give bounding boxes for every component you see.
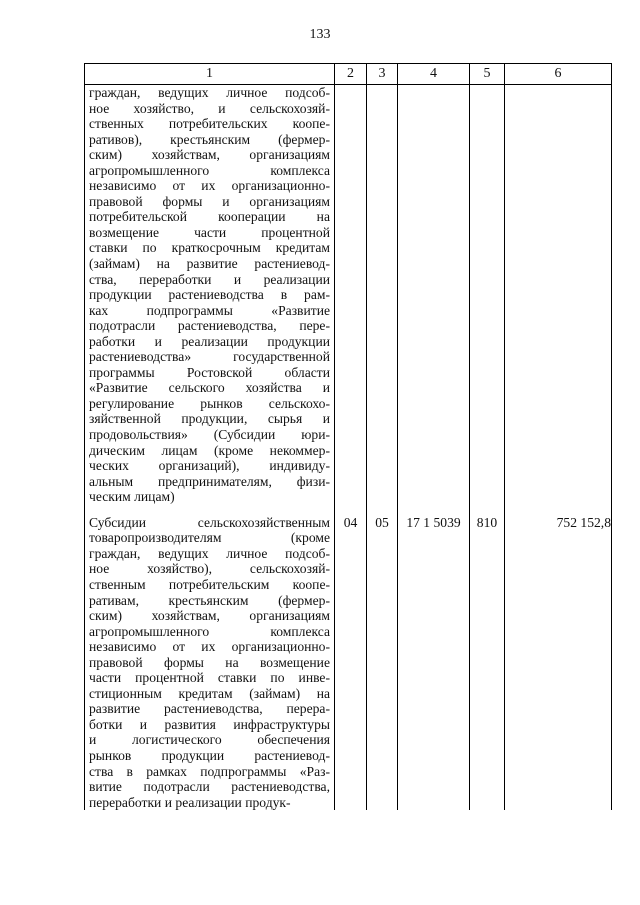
description-line: ческих организаций), индивиду- bbox=[89, 458, 330, 474]
column-header-1: 1 bbox=[85, 64, 335, 85]
description-line: развитие растениеводства, перера- bbox=[89, 701, 330, 717]
description-line: граждан, ведущих личное подсоб- bbox=[89, 545, 330, 561]
description-line: ное хозяйство), сельскохозяй- bbox=[89, 561, 330, 577]
column-header-3: 3 bbox=[367, 64, 398, 85]
code-cell: 810 bbox=[470, 515, 505, 810]
description-text bbox=[85, 515, 334, 810]
description-cell bbox=[85, 515, 335, 810]
code-cell: 05 bbox=[367, 515, 398, 810]
amount-cell bbox=[505, 85, 612, 515]
description-line: продовольствия» (Субсидии юри- bbox=[89, 427, 330, 443]
description-line: граждан, ведущих личное подсоб- bbox=[89, 85, 330, 100]
description-line: ботки и развития инфраструктуры bbox=[89, 716, 330, 732]
description-line: агропромышленного комплекса bbox=[89, 623, 330, 639]
description-line: независимо от их организационно- bbox=[89, 639, 330, 655]
description-line: рынков продукции растениевод- bbox=[89, 747, 330, 763]
budget-table bbox=[84, 63, 612, 810]
description-line: ное хозяйство, и сельскохозяй- bbox=[89, 100, 330, 116]
description-line: ративам, крестьянским (фермер- bbox=[89, 592, 330, 608]
description-line: ским) хозяйствам, организациям bbox=[89, 147, 330, 163]
description-line: витие подотрасли растениеводства, bbox=[89, 779, 330, 795]
description-line: растениеводства» государственной bbox=[89, 349, 330, 365]
description-line: правовой формы на возмещение bbox=[89, 654, 330, 670]
description-line: возмещение части процентной bbox=[89, 224, 330, 240]
description-line: Субсидии сельскохозяйственным bbox=[89, 514, 330, 530]
description-line: ставки по краткосрочным кредитам bbox=[89, 240, 330, 256]
description-line: ским) хозяйствам, организациям bbox=[89, 608, 330, 624]
description-line: подотрасли растениеводства, пере- bbox=[89, 318, 330, 334]
code-cell bbox=[335, 85, 367, 515]
description-line: агропромышленного комплекса bbox=[89, 162, 330, 178]
description-line: ческим лицам) bbox=[89, 489, 175, 505]
description-cell bbox=[85, 85, 335, 515]
description-line: продукции растениеводства в рам- bbox=[89, 287, 330, 303]
description-line: и логистического обеспечения bbox=[89, 732, 330, 748]
code-cell: 04 bbox=[335, 515, 367, 810]
amount-cell: 752 152,8 bbox=[505, 515, 612, 810]
description-line: регулирование рынков сельскохо- bbox=[89, 395, 330, 411]
description-line: дическим лицам (кроме некоммер- bbox=[89, 442, 330, 458]
description-line: стиционным кредитам (займам) на bbox=[89, 685, 330, 701]
description-line: программы Ростовской области bbox=[89, 364, 330, 380]
column-number-row bbox=[85, 64, 612, 85]
description-line: правовой формы и организациям bbox=[89, 193, 330, 209]
table-row bbox=[85, 515, 612, 810]
description-line: «Развитие сельского хозяйства и bbox=[89, 380, 330, 396]
description-line: ства в рамках подпрограммы «Раз- bbox=[89, 763, 330, 779]
description-line: ственных потребительских коопе- bbox=[89, 116, 330, 132]
description-text bbox=[85, 85, 334, 505]
description-line: (займам) на развитие растениевод- bbox=[89, 256, 330, 272]
column-header-2: 2 bbox=[335, 64, 367, 85]
description-line: части процентной ставки по инве- bbox=[89, 670, 330, 686]
description-line: зяйственной продукции, сырья и bbox=[89, 411, 330, 427]
description-line: ративов), крестьянским (фермер- bbox=[89, 131, 330, 147]
description-line: работки и реализации продукции bbox=[89, 333, 330, 349]
column-header-6: 6 bbox=[505, 64, 612, 85]
code-cell bbox=[470, 85, 505, 515]
code-cell: 17 1 5039 bbox=[398, 515, 470, 810]
column-header-5: 5 bbox=[470, 64, 505, 85]
description-line: потребительской кооперации на bbox=[89, 209, 330, 225]
page-number: 133 bbox=[309, 27, 331, 42]
description-line: переработки и реализации продук- bbox=[89, 794, 291, 810]
column-header-4: 4 bbox=[398, 64, 470, 85]
description-line: товаропроизводителям (кроме bbox=[89, 530, 330, 546]
description-line: альным предпринимателям, физи- bbox=[89, 473, 330, 489]
table-row bbox=[85, 85, 612, 515]
description-line: независимо от их организационно- bbox=[89, 178, 330, 194]
description-line: ках подпрограммы «Развитие bbox=[89, 302, 330, 318]
description-line: ственным потребительским коопе- bbox=[89, 576, 330, 592]
code-cell bbox=[367, 85, 398, 515]
description-line: ства, переработки и реализации bbox=[89, 271, 330, 287]
code-cell bbox=[398, 85, 470, 515]
